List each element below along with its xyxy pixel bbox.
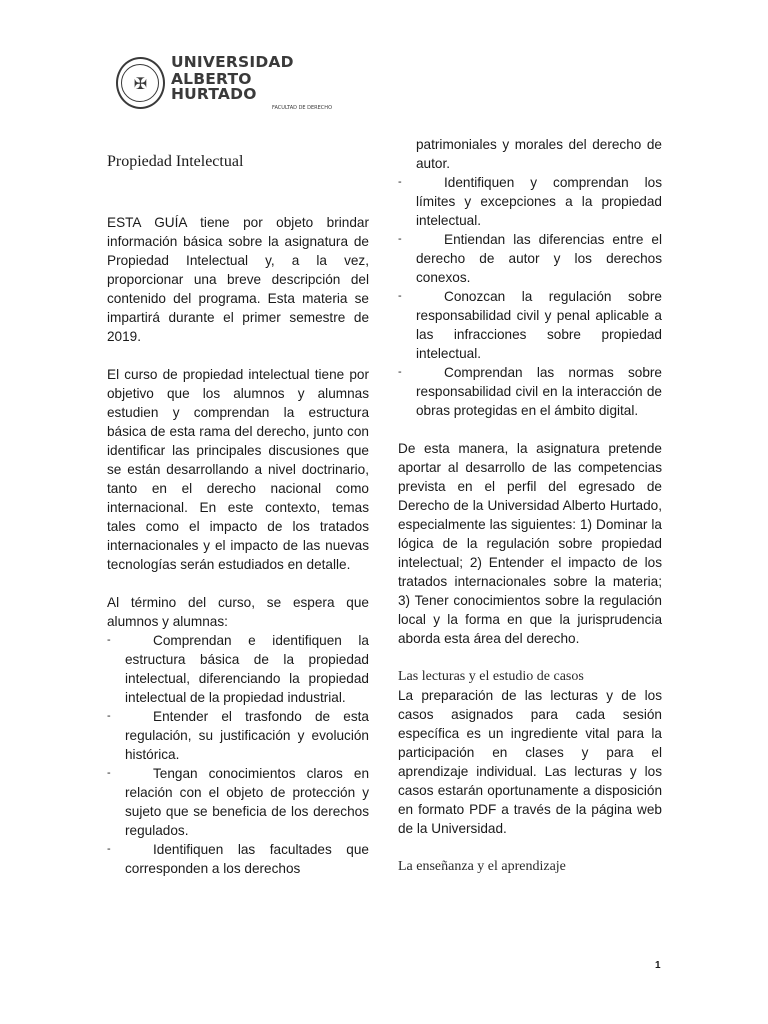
university-logo [116,54,332,112]
list-item: - Identifiquen las facultades que corresponden a los derechos [107,842,369,876]
university-seal-icon: ✠ [116,57,165,109]
page-number: 1 [655,960,661,971]
competencies-paragraph: De esta manera, la asignatura pretende aportar al desarrollo de las competencias prevista en el perfil del egresado de Derecho de la Universidad Alberto Hurtado, especialmente las siguientes: 1) Dominar la lógica de la regulación sobre propiedad intelectual; 2) Entender el impacto de los tratados internacionales sobre la materia; 3) Tener conocimientos sobre la regulación local y la forma en que la jurisprudencia aborda esta área del derecho. [398,441,662,646]
left-outcomes-list [107,631,369,878]
section-heading-readings: Las lecturas y el estudio de casos [398,669,584,684]
expectations-paragraph: Al término del curso, se espera que alumnos y alumnas: [107,595,369,629]
section-heading-teaching: La enseñanza y el aprendizaje [398,859,566,874]
objective-paragraph: El curso de propiedad intelectual tiene por objetivo que los alumnos y alumnas estudien y comprendan la estructura básica de esta rama del derecho, junto con identificar las principales discusiones que se están desarrollando a nivel doctrinario, tanto en el derecho nacional como internacional. En este contexto, temas tales como el impacto de los tratados internacionales y el impacto de las nuevas tecnologías serán estudiados en detalle. [107,367,369,572]
list-item: - Identifiquen y comprendan los límites y excepciones a la propiedad intelectual. [398,175,662,228]
intro-paragraph: ESTA GUÍA tiene por objeto brindar información básica sobre la asignatura de Propiedad Intelectual y, a la vez, proporcionar una breve descripción del contenido del programa. Esta materia se impartirá durante el primer semestre de 2019. [107,215,369,344]
list-item: - Comprendan las normas sobre responsabilidad civil en la interacción de obras protegidas en el ámbito digital. [398,365,662,418]
list-item: - Comprendan e identifiquen la estructura básica de la propiedad intelectual, diferenciando la propiedad intelectual de la propiedad industrial. [107,633,369,705]
left-column [107,213,369,878]
list-item: - Tengan conocimientos claros en relación con el objeto de protección y sujeto que se beneficia de los derechos regulados. [107,766,369,838]
document-title: Propiedad Intelectual [107,153,244,170]
logo-faculty: FACULTAD DE DERECHO [272,104,332,111]
logo-university-line: UNIVERSIDAD [170,53,294,72]
list-item: - Conozcan la regulación sobre responsabilidad civil y penal aplicable a las infracciones sobre propiedad intelectual. [398,289,662,361]
logo-name-line: ALBERTO HURTADO [170,69,257,104]
right-outcomes-list [398,173,662,420]
list-item: - Entiendan las diferencias entre el derecho de autor y los derechos conexos. [398,232,662,285]
readings-paragraph: La preparación de las lecturas y de los casos asignados para cada sesión específica es un ingrediente vital para la participación en clases y para el aprendizaje individual. Las lecturas y los casos estarán oportunamente a disposición en formato PDF a través de la página web de la Universidad. [398,688,662,836]
right-column [398,135,662,876]
list-item: - Entender el trasfondo de esta regulación, su justificación y evolución histórica. [107,709,369,762]
list-continuation: patrimoniales y morales del derecho de autor. [416,137,662,171]
